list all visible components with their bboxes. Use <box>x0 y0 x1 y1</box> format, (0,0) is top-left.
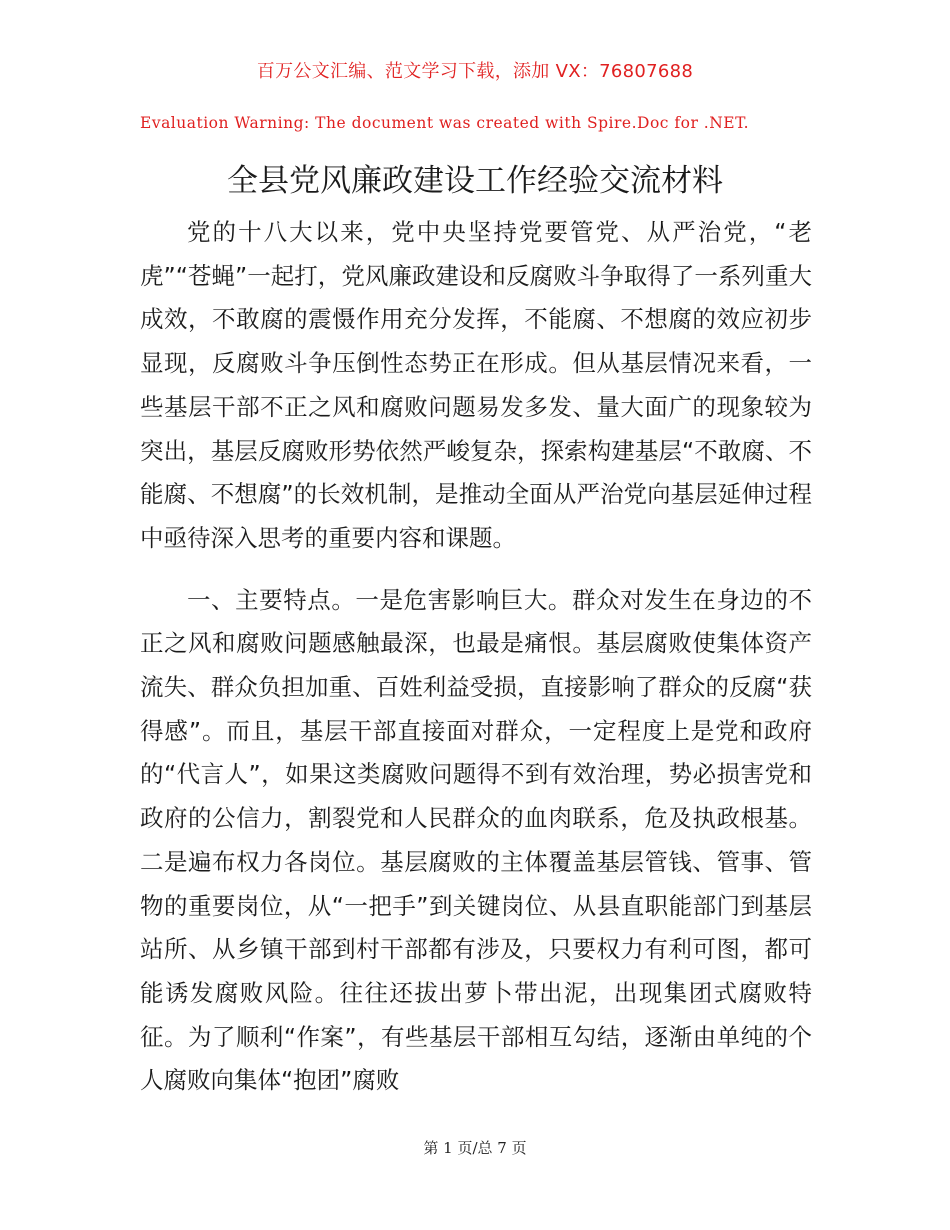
paragraph-main-features: 一、主要特点。一是危害影响巨大。群众对发生在身边的不正之风和腐败问题感触最深，也最是痛恨。基层腐败使集体资产流失、群众负担加重、百姓利益受损，直接影响了群众的反腐“获得感”。而且，基层干部直接面对群众，一定程度上是党和政府的“代言人”，如果这类腐败问题得不到有效治理，势必损害党和政府的公信力，割裂党和人民群众的血肉联系，危及执政根基。二是遍布权力各岗位。基层腐败的主体覆盖基层管钱、管事、管物的重要岗位，从“一把手”到关键岗位、从县直职能部门到基层站所、从乡镇干部到村干部都有涉及，只要权力有利可图，都可能诱发腐败风险。往往还拔出萝卜带出泥，出现集团式腐败特征。为了顺利“作案”，有些基层干部相互勾结，逐渐由单纯的个人腐败向集体“抱团”腐败 <box>140 585 812 1095</box>
paragraph-intro: 党的十八大以来，党中央坚持党要管党、从严治党，“老虎”“苍蝇”一起打，党风廉政建设和反腐败斗争取得了一系列重大成效，不敢腐的震慑作用充分发挥，不能腐、不想腐的效应初步显现，反腐败斗争压倒性态势正在形成。但从基层情况来看，一些基层干部不正之风和腐败问题易发多发、量大面广的现象较为突出，基层反腐败形势依然严峻复杂，探索构建基层“不敢腐、不能腐、不想腐”的长效机制，是推动全面从严治党向基层延伸过程中亟待深入思考的重要内容和课题。 <box>140 218 812 552</box>
document-body <box>140 211 812 1103</box>
evaluation-warning: Evaluation Warning: The document was created with Spire.Doc for .NET. <box>140 114 750 132</box>
page-number: 第 1 页/总 7 页 <box>423 1139 527 1157</box>
document-title: 全县党风廉政建设工作经验交流材料 <box>227 163 723 199</box>
header-banner: 百万公文汇编、范文学习下载，添加 VX：76807688 <box>256 61 694 82</box>
